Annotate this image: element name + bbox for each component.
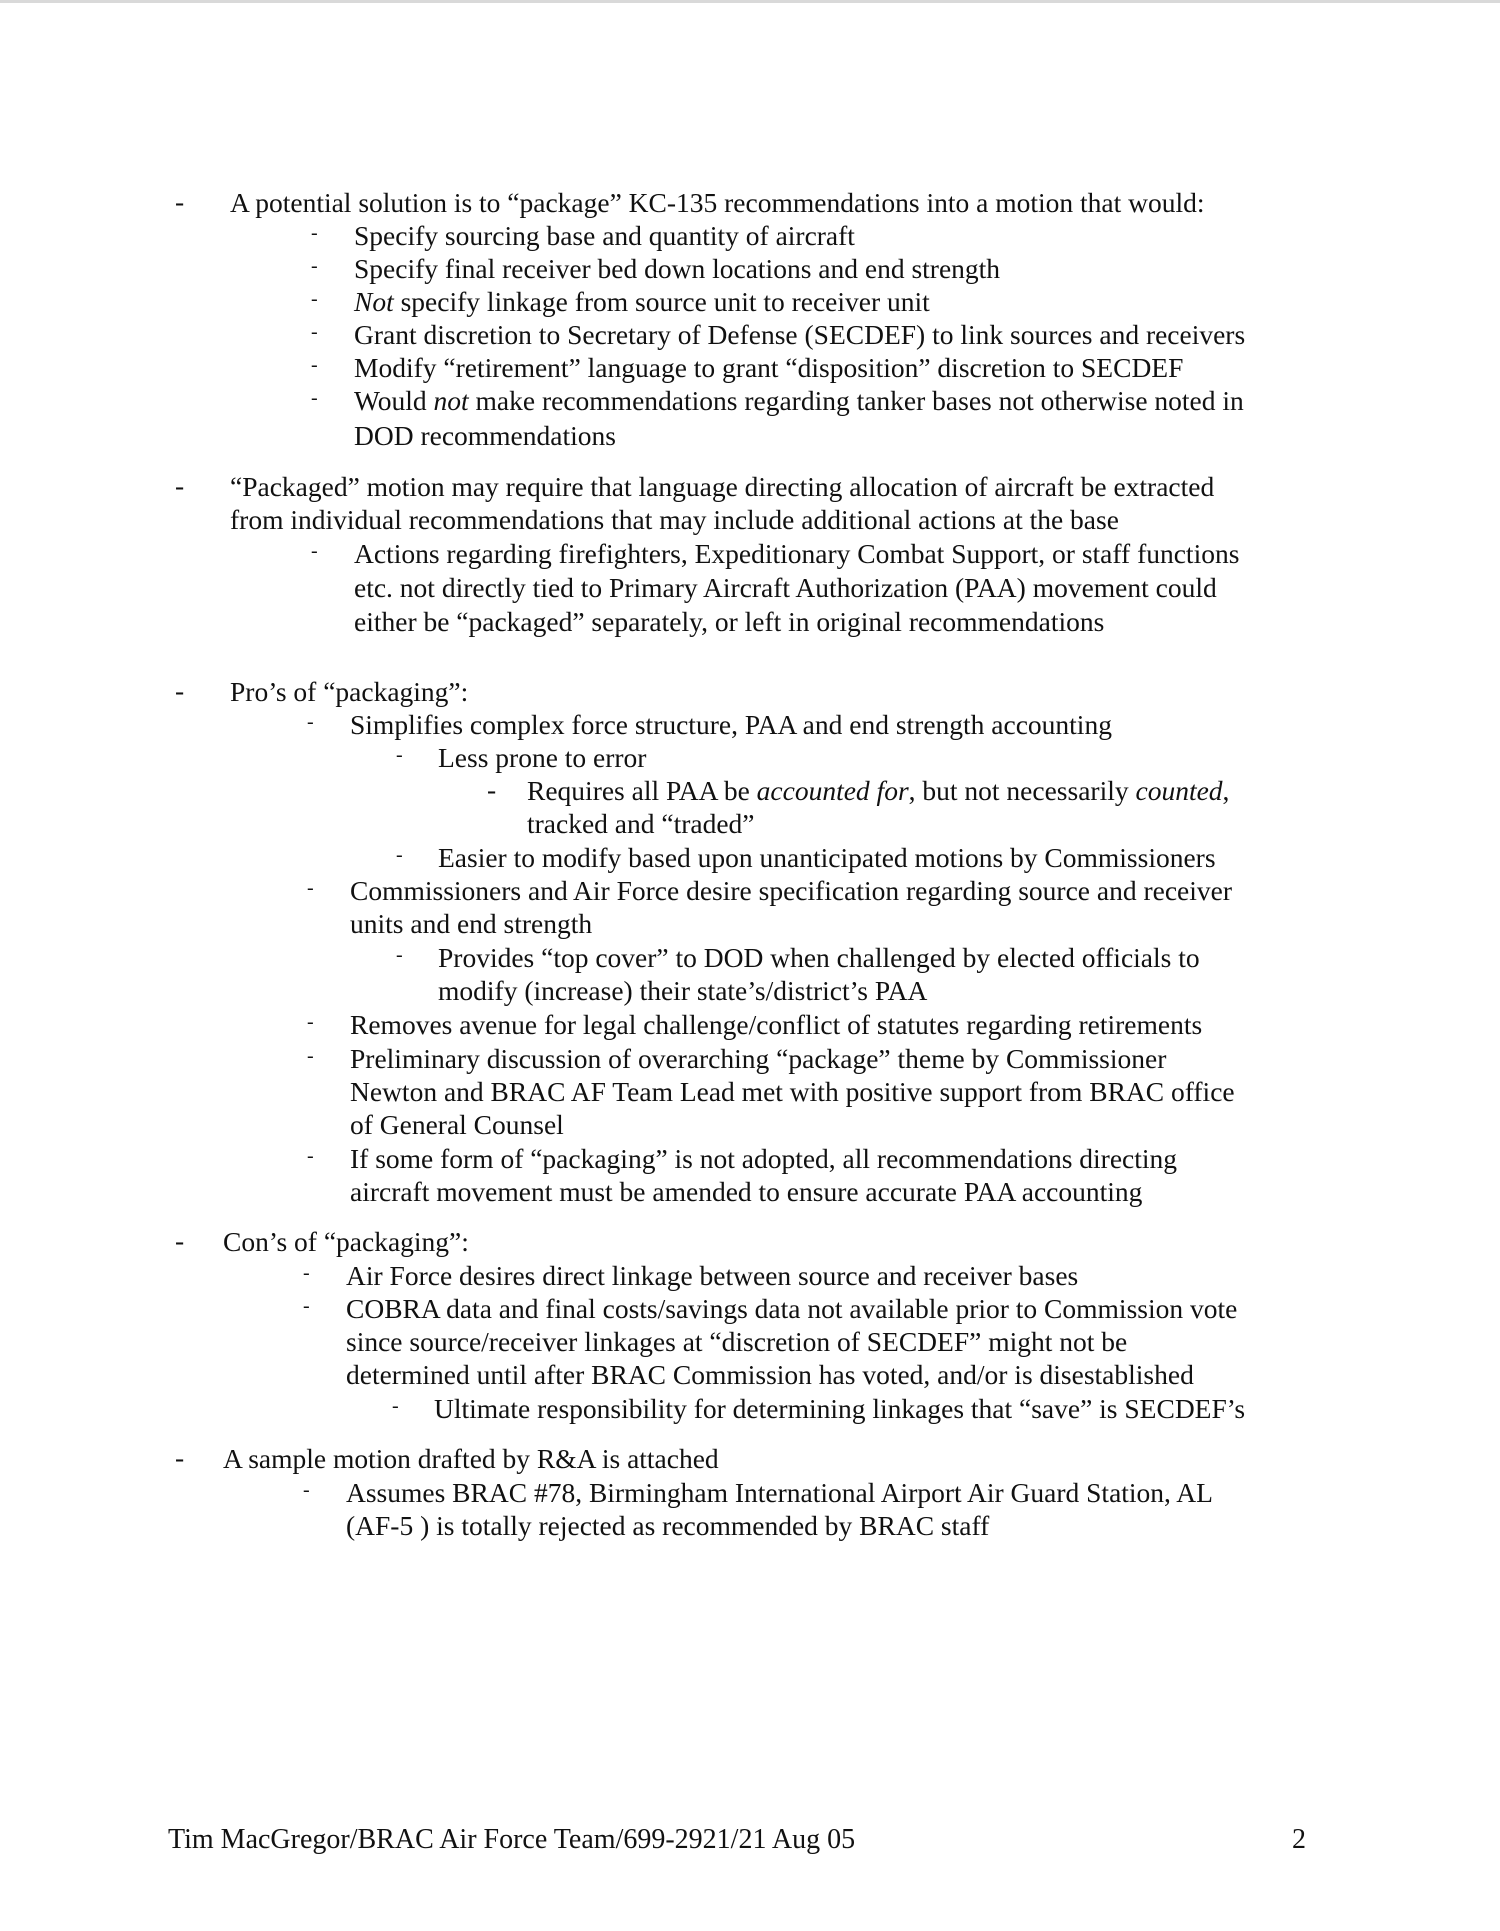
b1-sub-6-post: make recommendations regarding tanker bases not otherwise noted in [468,385,1244,416]
sub-bullet-dash: - [311,354,318,376]
cons-sub-2-line-2: since source/receiver linkages at “discretion of SECDEF” might not be [346,1326,1128,1357]
sub-bullet-dash: - [311,387,318,409]
pros-heading: Pro’s of “packaging”: [230,676,469,707]
pros-sub-1a-i-line-2: tracked and “traded” [527,808,755,839]
pros-sub-1a-i-post: , [1222,775,1230,806]
sub-bullet-dash: - [487,774,497,805]
b5-sub-1-line-1: Assumes BRAC #78, Birmingham International Airport Air Guard Station, AL [346,1477,1213,1508]
pros-sub-4-line-1: Preliminary discussion of overarching “package” theme by Commissioner [350,1043,1167,1074]
bullet-2-line-2: from individual recommendations that may include additional actions at the base [230,504,1119,535]
pros-sub-1a-i [527,774,1229,808]
b1-sub-5: Modify “retirement” language to grant “disposition” discretion to SECDEF [354,352,1184,383]
pros-sub-2-line-2: units and end strength [350,908,593,939]
b1-sub-3 [354,285,930,319]
cons-sub-1: Air Force desires direct linkage between source and receiver bases [346,1260,1079,1291]
cons-sub-2a: Ultimate responsibility for determining linkages that “save” is SECDEF’s [434,1393,1246,1424]
b2-sub-1-line-3: either be “packaged” separately, or left in original recommendations [354,606,1105,637]
sub-bullet-dash: - [303,1479,310,1501]
b2-sub-1-line-1: Actions regarding firefighters, Expeditionary Combat Support, or staff functions [354,538,1240,569]
pros-sub-1: Simplifies complex force structure, PAA and end strength accounting [350,709,1112,740]
emphasis: counted [1135,775,1223,806]
emphasis: accounted for [756,775,909,806]
pros-sub-2a-line-2: modify (increase) their state’s/district’s PAA [438,975,928,1006]
pros-sub-1a-i-mid: , but not necessarily [908,775,1136,806]
page-number: 2 [1292,1824,1306,1855]
sub-bullet-dash: - [303,1295,310,1317]
sub-bullet-dash: - [392,1395,399,1417]
b1-sub-6-line-2: DOD recommendations [354,420,616,451]
b1-sub-1: Specify sourcing base and quantity of aircraft [354,220,855,251]
bullet-dash: - [175,1442,185,1473]
b1-sub-4: Grant discretion to Secretary of Defense (SECDEF) to link sources and receivers [354,319,1246,350]
footer-author-line: Tim MacGregor/BRAC Air Force Team/699-2921/21 Aug 05 [168,1824,856,1855]
emphasis: not [433,385,469,416]
pros-sub-1a: Less prone to error [438,742,647,773]
sub-bullet-dash: - [311,222,318,244]
sub-bullet-dash: - [307,1145,314,1167]
sub-bullet-dash: - [311,288,318,310]
sub-bullet-dash: - [311,255,318,277]
bullet-1-text: A potential solution is to “package” KC-135 recommendations into a motion that would: [230,187,1205,218]
b5-sub-1-line-2: (AF-5 ) is totally rejected as recommended by BRAC staff [346,1510,990,1541]
bullet-5-text: A sample motion drafted by R&A is attached [223,1443,719,1474]
sub-bullet-dash: - [311,321,318,343]
pros-sub-2-line-1: Commissioners and Air Force desire specification regarding source and receiver [350,875,1232,906]
bullet-dash: - [175,675,185,706]
pros-sub-4-line-3: of General Counsel [350,1109,564,1140]
bullet-dash: - [175,470,185,501]
b2-sub-1-line-2: etc. not directly tied to Primary Aircraft Authorization (PAA) movement could [354,572,1217,603]
b1-sub-6 [354,384,1244,418]
pros-sub-5-line-1: If some form of “packaging” is not adopted, all recommendations directing [350,1143,1178,1174]
emphasis: Not [354,286,394,317]
pros-sub-5-line-2: aircraft movement must be amended to ensure accurate PAA accounting [350,1176,1143,1207]
sub-bullet-dash: - [396,844,403,866]
pros-sub-1a-i-pre: Requires all PAA be [527,775,757,806]
sub-bullet-dash: - [396,744,403,766]
sub-bullet-dash: - [307,877,314,899]
pros-sub-2a-line-1: Provides “top cover” to DOD when challenged by elected officials to [438,942,1200,973]
sub-bullet-dash: - [396,944,403,966]
cons-sub-2-line-1: COBRA data and final costs/savings data not available prior to Commission vote [346,1293,1238,1324]
sub-bullet-dash: - [307,1011,314,1033]
bullet-dash: - [175,186,185,217]
b1-sub-3-rest: specify linkage from source unit to receiver unit [393,286,930,317]
cons-heading: Con’s of “packaging”: [223,1226,469,1257]
pros-sub-3: Removes avenue for legal challenge/conflict of statutes regarding retirements [350,1009,1203,1040]
sub-bullet-dash: - [303,1262,310,1284]
pros-sub-1b: Easier to modify based upon unanticipated motions by Commissioners [438,842,1216,873]
bullet-dash: - [175,1225,185,1256]
bullet-2-line-1: “Packaged” motion may require that language directing allocation of aircraft be extracted [230,471,1215,502]
sub-bullet-dash: - [307,711,314,733]
pros-sub-4-line-2: Newton and BRAC AF Team Lead met with positive support from BRAC office [350,1076,1235,1107]
cons-sub-2-line-3: determined until after BRAC Commission has voted, and/or is disestablished [346,1359,1194,1390]
b1-sub-6-pre: Would [354,385,434,416]
b1-sub-2: Specify final receiver bed down locations and end strength [354,253,1001,284]
sub-bullet-dash: - [307,1045,314,1067]
sub-bullet-dash: - [311,540,318,562]
